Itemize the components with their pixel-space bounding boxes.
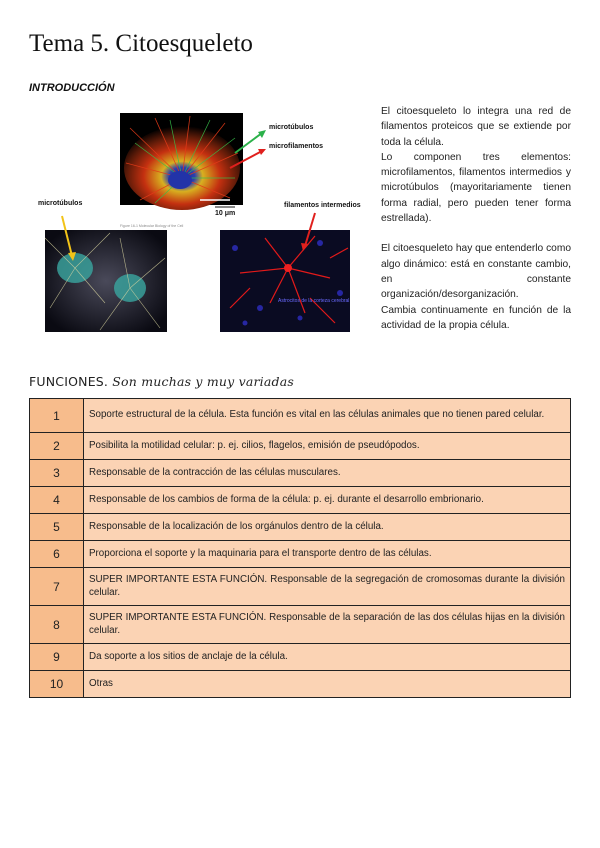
row-text: Da soporte a los sitios de anclaje de la célula. bbox=[84, 644, 571, 671]
intro-paragraph: El citoesqueleto lo integra una red de filamentos proteicos que se extiende por toda la célula. bbox=[381, 106, 571, 148]
row-text: Posibilita la motilidad celular: p. ej. cilios, flagelos, emisión de pseudópodos. bbox=[84, 433, 571, 460]
row-number: 6 bbox=[30, 541, 84, 568]
table-row bbox=[30, 671, 571, 698]
row-number: 1 bbox=[30, 399, 84, 433]
table-row bbox=[30, 541, 571, 568]
table-row bbox=[30, 487, 571, 514]
figure-caption-right: Astrocitos de la corteza cerebral bbox=[278, 298, 350, 304]
table-row bbox=[30, 399, 571, 433]
row-text: Proporciona el soporte y la maquinaria para el transporte dentro de las células. bbox=[84, 541, 571, 568]
table-row bbox=[30, 644, 571, 671]
functions-table bbox=[29, 398, 571, 698]
cytoskeleton-figure bbox=[30, 108, 360, 340]
table-row bbox=[30, 433, 571, 460]
micrograph-top bbox=[120, 113, 243, 210]
row-text: SUPER IMPORTANTE ESTA FUNCIÓN. Responsable de la separación de las dos células hijas en la división celular. bbox=[84, 606, 571, 644]
row-text: Responsable de los cambios de forma de la célula: p. ej. durante el desarrollo embrionario. bbox=[84, 487, 571, 514]
label-filamentos: filamentos intermedios bbox=[284, 202, 361, 209]
row-text: Otras bbox=[84, 671, 571, 698]
row-text: Responsable de la localización de los orgánulos dentro de la célula. bbox=[84, 514, 571, 541]
label-scale: 10 μm bbox=[215, 210, 236, 217]
intro-heading: INTRODUCCIÓN bbox=[29, 82, 115, 94]
micrograph-bottom-right bbox=[220, 230, 350, 332]
row-number: 9 bbox=[30, 644, 84, 671]
row-text: Soporte estructural de la célula. Esta función es vital en las células animales que no tienen pared celular. bbox=[84, 399, 571, 433]
table-row bbox=[30, 514, 571, 541]
row-number: 3 bbox=[30, 460, 84, 487]
table-row bbox=[30, 460, 571, 487]
label-microtubulos-left: microtúbulos bbox=[38, 200, 83, 207]
row-number: 4 bbox=[30, 487, 84, 514]
table-row bbox=[30, 568, 571, 606]
row-number: 7 bbox=[30, 568, 84, 606]
row-text: SUPER IMPORTANTE ESTA FUNCIÓN. Responsable de la segregación de cromosomas durante la división celular. bbox=[84, 568, 571, 606]
intro-text bbox=[381, 104, 571, 333]
label-microtubulos-top: microtúbulos bbox=[269, 124, 314, 131]
funciones-heading bbox=[29, 374, 294, 389]
intro-paragraph: Lo componen tres elementos: microfilamentos, filamentos intermedios y microtúbulos (mayoritariamente tienen forma radial, pero pueden tener forma estrellada). bbox=[381, 151, 571, 225]
row-number: 10 bbox=[30, 671, 84, 698]
label-microfilamentos: microfilamentos bbox=[269, 143, 324, 150]
row-number: 8 bbox=[30, 606, 84, 644]
micrograph-bottom-left bbox=[45, 230, 167, 332]
row-number: 5 bbox=[30, 514, 84, 541]
intro-paragraph: El citoesqueleto hay que entenderlo como algo dinámico: está en constante cambio, en constante organización/desorganización. bbox=[381, 243, 571, 301]
table-row bbox=[30, 606, 571, 644]
row-text: Responsable de la contracción de las células musculares. bbox=[84, 460, 571, 487]
figure-caption: Figure 16-1 Molecular Biology of the Cell bbox=[120, 224, 184, 228]
row-number: 2 bbox=[30, 433, 84, 460]
funciones-title: FUNCIONES. bbox=[29, 374, 109, 389]
funciones-subtitle: Son muchas y muy variadas bbox=[112, 374, 294, 389]
page-title: Tema 5. Citoesqueleto bbox=[29, 30, 253, 57]
intro-paragraph: Cambia continuamente en función de la actividad de la propia célula. bbox=[381, 304, 571, 331]
